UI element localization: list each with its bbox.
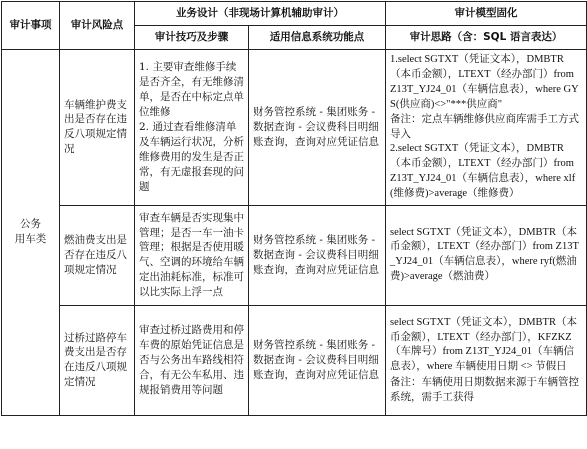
table-row xyxy=(2,305,587,415)
sql-statement: 1.select SGTXT（凭证文本），DMBTR（本币金额），LTEXT（经办部门）from Z13T_YJ24_01（车辆信息表），where GYS(供应商)<>"***供应商" xyxy=(390,53,579,110)
sql-note: 备注：车辆使用日期数据来源于车辆管控系统，需手工获得 xyxy=(390,376,579,404)
header-row-1 xyxy=(2,2,587,26)
technique-item: 审查过桥过路费用和停车费的原始凭证信息是否与公务出车路线相符合，有无公车私用、违规报销费用等问题 xyxy=(139,324,244,396)
sql-cell xyxy=(386,205,587,305)
technique-item: 审查车辆是否实现集中管理；是否一车一油卡管理；根据是否使用暖气、空调的环境给车辆定出油耗标准，标准可以比实际上浮一点 xyxy=(139,211,244,299)
sql-statement: 2.select SGTXT（凭证文本），DMBTR（本币金额），LTEXT（经办部门）from Z13T_YJ24_01（车辆信息表），where xlf(维修费)>average（维修费） xyxy=(390,143,576,199)
header-audit-item: 审计事项 xyxy=(2,2,60,50)
technique-item: 2. 通过查看维修清单及车辆运行状况，分析维修费用的发生是否正常，有无虚报套现的问题 xyxy=(139,120,244,193)
system-cell: 财务管控系统 - 集团账务 - 数据查询 - 会议费科目明细账查询，查询对应凭证信息 xyxy=(249,305,386,415)
header-business-design: 业务设计（非现场计算机辅助审计） xyxy=(135,2,386,26)
system-cell: 财务管控系统 - 集团账务 - 数据查询 - 会议费科目明细账查询，查询对应凭证信息 xyxy=(249,205,386,305)
header-approach: 审计思路（含：SQL 语言表达） xyxy=(386,25,587,49)
system-cell: 财务管控系统 - 集团账务 - 数据查询 - 会议费科目明细账查询，查询对应凭证信息 xyxy=(249,49,386,205)
group-label-line2: 用车类 xyxy=(14,233,47,246)
techniques-cell xyxy=(135,49,249,205)
group-label-line1: 公务 xyxy=(20,218,41,231)
sql-statement: select SGTXT（凭证文本），DMBTR（本币金额），LTEXT（经办部门）from Z13T_YJ24_01（车辆信息表），where ryf(燃油费)>average（燃油费） xyxy=(390,226,579,283)
techniques-cell xyxy=(135,205,249,305)
header-techniques: 审计技巧及步骤 xyxy=(135,25,249,49)
sql-statement: select SGTXT（凭证文本），DMBTR（本币金额），LTEXT（经办部门），KFZKZ（车牌号）from Z13T_YJ24_01（车辆信息表），where 车辆使用日期 <> 节假日 xyxy=(390,316,577,373)
sql-cell xyxy=(386,49,587,205)
technique-item: 1. 主要审查维修手续是否齐全，有无维修清单，是否在中标定点单位维修 xyxy=(139,61,244,118)
header-model: 审计模型固化 xyxy=(386,2,587,26)
audit-model-table xyxy=(1,1,587,416)
table-row xyxy=(2,49,587,205)
risk-cell: 燃油费支出是否存在违反八项规定情况 xyxy=(60,205,135,305)
sql-note: 备注：定点车辆维修供应商库需手工方式导入 xyxy=(390,113,579,141)
header-system-functions: 适用信息系统功能点 xyxy=(249,25,386,49)
sql-cell xyxy=(386,305,587,415)
table-row xyxy=(2,205,587,305)
header-audit-risk: 审计风险点 xyxy=(60,2,135,50)
risk-cell: 车辆维护费支出是否存在违反八项规定情况 xyxy=(60,49,135,205)
group-cell xyxy=(2,49,60,415)
techniques-cell xyxy=(135,305,249,415)
risk-cell: 过桥过路停车费支出是否存在违反八项规定情况 xyxy=(60,305,135,415)
